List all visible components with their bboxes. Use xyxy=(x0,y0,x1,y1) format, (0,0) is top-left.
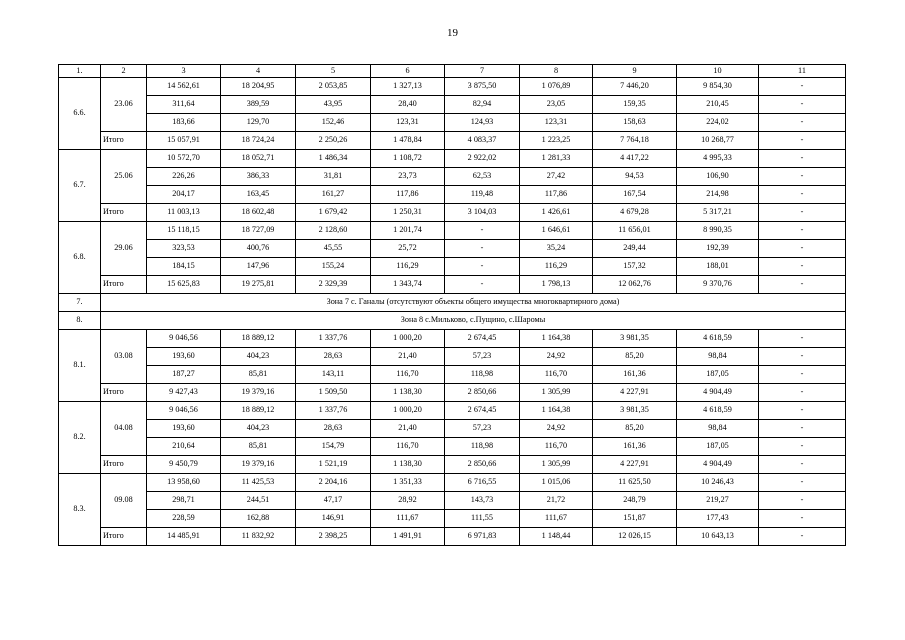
total-cell: 5 317,21 xyxy=(677,204,759,222)
table-cell: 129,70 xyxy=(221,114,296,132)
table-cell: - xyxy=(759,438,846,456)
column-header: 1. xyxy=(59,65,101,78)
table-row xyxy=(59,474,846,492)
table-cell: 21,72 xyxy=(520,492,593,510)
column-header: 4 xyxy=(221,65,296,78)
table-cell: 4 417,22 xyxy=(593,150,677,168)
table-row xyxy=(59,96,846,114)
total-cell: 1 491,91 xyxy=(371,528,445,546)
table-row xyxy=(59,402,846,420)
total-cell: 1 509,50 xyxy=(296,384,371,402)
total-cell: 1 223,25 xyxy=(520,132,593,150)
total-cell: 4 679,28 xyxy=(593,204,677,222)
zone-title: Зона 7 с. Ганалы (отсутствуют объекты общего имущества многоквартирного дома) xyxy=(101,294,846,312)
table-cell: 124,93 xyxy=(445,114,520,132)
table-row xyxy=(59,240,846,258)
table-cell: 24,92 xyxy=(520,348,593,366)
table-cell: 1 281,33 xyxy=(520,150,593,168)
table-cell: 111,67 xyxy=(371,510,445,528)
table-cell: 8 990,35 xyxy=(677,222,759,240)
table-cell: 85,20 xyxy=(593,348,677,366)
table-cell: 1 201,74 xyxy=(371,222,445,240)
total-cell: 4 904,49 xyxy=(677,384,759,402)
table-row xyxy=(59,258,846,276)
table-cell: 2 674,45 xyxy=(445,402,520,420)
table-cell: 1 000,20 xyxy=(371,402,445,420)
table-cell: 116,29 xyxy=(371,258,445,276)
table-cell: 147,96 xyxy=(221,258,296,276)
table-row xyxy=(59,78,846,96)
table-cell: 219,27 xyxy=(677,492,759,510)
table-cell: 177,43 xyxy=(677,510,759,528)
table-row xyxy=(59,150,846,168)
table-cell: 4 995,33 xyxy=(677,150,759,168)
total-cell: 2 250,26 xyxy=(296,132,371,150)
total-label: Итого xyxy=(101,456,147,474)
table-cell: - xyxy=(759,402,846,420)
table-cell: 158,63 xyxy=(593,114,677,132)
table-cell: 2 922,02 xyxy=(445,150,520,168)
table-cell: 23,73 xyxy=(371,168,445,186)
table-cell: 118,98 xyxy=(445,366,520,384)
table-cell: 106,90 xyxy=(677,168,759,186)
table-cell: 14 562,61 xyxy=(147,78,221,96)
table-cell: 11 425,53 xyxy=(221,474,296,492)
total-cell: - xyxy=(759,528,846,546)
table-cell: 1 646,61 xyxy=(520,222,593,240)
table-cell: 119,48 xyxy=(445,186,520,204)
table-cell: 116,70 xyxy=(520,438,593,456)
table-cell: 2 204,16 xyxy=(296,474,371,492)
table-cell: 298,71 xyxy=(147,492,221,510)
table-cell: 1 000,20 xyxy=(371,330,445,348)
table-cell: 389,59 xyxy=(221,96,296,114)
table-cell: 9 854,30 xyxy=(677,78,759,96)
total-label: Итого xyxy=(101,204,147,222)
table-cell: 28,40 xyxy=(371,96,445,114)
total-cell: - xyxy=(759,132,846,150)
page-number: 19 xyxy=(447,27,458,39)
total-cell: 10 268,77 xyxy=(677,132,759,150)
total-cell: 1 250,31 xyxy=(371,204,445,222)
table-cell: 94,53 xyxy=(593,168,677,186)
table-row xyxy=(59,222,846,240)
table-cell: - xyxy=(759,366,846,384)
table-cell: 18 889,12 xyxy=(221,402,296,420)
table-cell: - xyxy=(759,186,846,204)
table-cell: 404,23 xyxy=(221,420,296,438)
table-cell: 210,45 xyxy=(677,96,759,114)
table-cell: 118,98 xyxy=(445,438,520,456)
total-cell: 1 148,44 xyxy=(520,528,593,546)
table-cell: 1 327,13 xyxy=(371,78,445,96)
table-cell: 184,15 xyxy=(147,258,221,276)
total-cell: 15 625,83 xyxy=(147,276,221,294)
total-row xyxy=(59,276,846,294)
table-cell: 116,70 xyxy=(371,366,445,384)
table-cell: 183,66 xyxy=(147,114,221,132)
table-cell: - xyxy=(759,150,846,168)
total-cell: 2 850,66 xyxy=(445,384,520,402)
total-cell: 1 478,84 xyxy=(371,132,445,150)
table-cell: 57,23 xyxy=(445,348,520,366)
total-cell: 18 602,48 xyxy=(221,204,296,222)
table-cell: 161,27 xyxy=(296,186,371,204)
zone-row xyxy=(59,312,846,330)
total-cell: 14 485,91 xyxy=(147,528,221,546)
table-cell: 161,36 xyxy=(593,438,677,456)
table-cell: 98,84 xyxy=(677,420,759,438)
table-cell: 98,84 xyxy=(677,348,759,366)
total-cell: 3 104,03 xyxy=(445,204,520,222)
table-cell: 18 889,12 xyxy=(221,330,296,348)
table-cell: 85,20 xyxy=(593,420,677,438)
table-cell: 9 046,56 xyxy=(147,330,221,348)
table-cell: 24,92 xyxy=(520,420,593,438)
total-cell: 1 679,42 xyxy=(296,204,371,222)
total-cell: 4 227,91 xyxy=(593,384,677,402)
table-cell: 6 716,55 xyxy=(445,474,520,492)
total-label: Итого xyxy=(101,528,147,546)
table-cell: 1 164,38 xyxy=(520,330,593,348)
table-cell: 404,23 xyxy=(221,348,296,366)
row-date: 03.08 xyxy=(101,330,147,384)
table-cell: 1 337,76 xyxy=(296,330,371,348)
table-cell: - xyxy=(759,258,846,276)
table-cell: 1 015,06 xyxy=(520,474,593,492)
table-cell: - xyxy=(445,258,520,276)
table-cell: 10 572,70 xyxy=(147,150,221,168)
table-row xyxy=(59,168,846,186)
total-cell: 9 370,76 xyxy=(677,276,759,294)
row-number: 6.6. xyxy=(59,78,101,150)
table-cell: 11 656,01 xyxy=(593,222,677,240)
table-cell: 57,23 xyxy=(445,420,520,438)
table-row xyxy=(59,186,846,204)
table-cell: - xyxy=(759,420,846,438)
table-cell: 146,91 xyxy=(296,510,371,528)
total-cell: 6 971,83 xyxy=(445,528,520,546)
table-cell: 3 875,50 xyxy=(445,78,520,96)
table-cell: 187,27 xyxy=(147,366,221,384)
total-row xyxy=(59,528,846,546)
row-number: 6.7. xyxy=(59,150,101,222)
column-header: 2 xyxy=(101,65,147,78)
table-cell: - xyxy=(759,114,846,132)
table-cell: - xyxy=(759,222,846,240)
table-cell: 154,79 xyxy=(296,438,371,456)
total-cell: - xyxy=(759,384,846,402)
total-cell: 4 083,37 xyxy=(445,132,520,150)
total-cell: 4 227,91 xyxy=(593,456,677,474)
table-cell: 400,76 xyxy=(221,240,296,258)
table-cell: 210,64 xyxy=(147,438,221,456)
table-cell: 116,70 xyxy=(371,438,445,456)
total-cell: - xyxy=(759,276,846,294)
table-cell: 7 446,20 xyxy=(593,78,677,96)
table-cell: 187,05 xyxy=(677,366,759,384)
table-cell: 248,79 xyxy=(593,492,677,510)
total-cell: 10 643,13 xyxy=(677,528,759,546)
table-row xyxy=(59,366,846,384)
table-row xyxy=(59,348,846,366)
table-cell: 85,81 xyxy=(221,366,296,384)
table-cell: 15 118,15 xyxy=(147,222,221,240)
tariff-table xyxy=(58,64,846,546)
table-cell: 23,05 xyxy=(520,96,593,114)
row-number: 8. xyxy=(59,312,101,330)
table-cell: 157,32 xyxy=(593,258,677,276)
column-header: 8 xyxy=(520,65,593,78)
table-cell: 2 053,85 xyxy=(296,78,371,96)
table-cell: - xyxy=(445,222,520,240)
table-cell: 2 674,45 xyxy=(445,330,520,348)
total-row xyxy=(59,132,846,150)
total-cell: 12 026,15 xyxy=(593,528,677,546)
row-number: 7. xyxy=(59,294,101,312)
table-cell: 143,11 xyxy=(296,366,371,384)
row-date: 25.06 xyxy=(101,150,147,204)
table-cell: 117,86 xyxy=(520,186,593,204)
table-cell: 18 052,71 xyxy=(221,150,296,168)
table-cell: 143,73 xyxy=(445,492,520,510)
total-cell: 1 138,30 xyxy=(371,384,445,402)
column-header: 7 xyxy=(445,65,520,78)
table-cell: 162,88 xyxy=(221,510,296,528)
table-cell: 47,17 xyxy=(296,492,371,510)
table-cell: 244,51 xyxy=(221,492,296,510)
table-cell: 188,01 xyxy=(677,258,759,276)
total-cell: 1 343,74 xyxy=(371,276,445,294)
column-header: 6 xyxy=(371,65,445,78)
table-cell: 187,05 xyxy=(677,438,759,456)
table-cell: 311,64 xyxy=(147,96,221,114)
total-cell: 2 850,66 xyxy=(445,456,520,474)
table-cell: 3 981,35 xyxy=(593,330,677,348)
table-row xyxy=(59,510,846,528)
table-cell: 3 981,35 xyxy=(593,402,677,420)
total-cell: 1 521,19 xyxy=(296,456,371,474)
total-row xyxy=(59,456,846,474)
total-cell: 1 426,61 xyxy=(520,204,593,222)
row-number: 8.3. xyxy=(59,474,101,546)
table-cell: 323,53 xyxy=(147,240,221,258)
total-cell: 11 003,13 xyxy=(147,204,221,222)
table-cell: 111,67 xyxy=(520,510,593,528)
table-cell: 18 727,09 xyxy=(221,222,296,240)
table-cell: 228,59 xyxy=(147,510,221,528)
total-cell: 11 832,92 xyxy=(221,528,296,546)
total-cell: 19 379,16 xyxy=(221,384,296,402)
table-row xyxy=(59,330,846,348)
table-cell: 2 128,60 xyxy=(296,222,371,240)
table-cell: 35,24 xyxy=(520,240,593,258)
table-cell: 163,45 xyxy=(221,186,296,204)
table-cell: 161,36 xyxy=(593,366,677,384)
table-row xyxy=(59,438,846,456)
row-number: 8.1. xyxy=(59,330,101,402)
table-cell: 13 958,60 xyxy=(147,474,221,492)
total-cell: 2 398,25 xyxy=(296,528,371,546)
table-cell: 1 108,72 xyxy=(371,150,445,168)
total-cell: 9 427,43 xyxy=(147,384,221,402)
total-cell: 7 764,18 xyxy=(593,132,677,150)
total-label: Итого xyxy=(101,132,147,150)
table-cell: - xyxy=(759,474,846,492)
table-cell: 192,39 xyxy=(677,240,759,258)
column-header: 9 xyxy=(593,65,677,78)
table-cell: 21,40 xyxy=(371,420,445,438)
column-header: 10 xyxy=(677,65,759,78)
row-date: 23.06 xyxy=(101,78,147,132)
table-cell: 167,54 xyxy=(593,186,677,204)
table-cell: 152,46 xyxy=(296,114,371,132)
total-label: Итого xyxy=(101,276,147,294)
table-cell: 386,33 xyxy=(221,168,296,186)
table-cell: 31,81 xyxy=(296,168,371,186)
table-cell: 111,55 xyxy=(445,510,520,528)
table-cell: 151,87 xyxy=(593,510,677,528)
table-cell: 1 337,76 xyxy=(296,402,371,420)
column-header: 5 xyxy=(296,65,371,78)
table-cell: 1 351,33 xyxy=(371,474,445,492)
total-cell: - xyxy=(759,204,846,222)
total-cell: 2 329,39 xyxy=(296,276,371,294)
total-cell: 1 138,30 xyxy=(371,456,445,474)
total-row xyxy=(59,384,846,402)
total-cell: 19 275,81 xyxy=(221,276,296,294)
table-cell: 204,17 xyxy=(147,186,221,204)
table-header-row xyxy=(59,65,846,78)
table-cell: 123,31 xyxy=(520,114,593,132)
table-row xyxy=(59,420,846,438)
total-cell: 15 057,91 xyxy=(147,132,221,150)
table-cell: 1 486,34 xyxy=(296,150,371,168)
table-cell: - xyxy=(759,492,846,510)
row-date: 29.06 xyxy=(101,222,147,276)
table-cell: - xyxy=(445,240,520,258)
table-cell: - xyxy=(759,510,846,528)
table-cell: 10 246,43 xyxy=(677,474,759,492)
table-cell: 214,98 xyxy=(677,186,759,204)
table-cell: 4 618,59 xyxy=(677,402,759,420)
table-cell: 116,70 xyxy=(520,366,593,384)
table-cell: 18 204,95 xyxy=(221,78,296,96)
table-cell: 224,02 xyxy=(677,114,759,132)
total-cell: 1 305,99 xyxy=(520,456,593,474)
table-cell: 25,72 xyxy=(371,240,445,258)
row-number: 8.2. xyxy=(59,402,101,474)
table-cell: 226,26 xyxy=(147,168,221,186)
total-cell: 12 062,76 xyxy=(593,276,677,294)
total-cell: - xyxy=(759,456,846,474)
table-row xyxy=(59,492,846,510)
table-cell: 159,35 xyxy=(593,96,677,114)
table-cell: 193,60 xyxy=(147,348,221,366)
table-cell: 123,31 xyxy=(371,114,445,132)
total-cell: 4 904,49 xyxy=(677,456,759,474)
table-cell: 155,24 xyxy=(296,258,371,276)
table-cell: 28,63 xyxy=(296,348,371,366)
total-cell: 18 724,24 xyxy=(221,132,296,150)
zone-title: Зона 8 с.Мильково, с.Пущино, с.Шаромы xyxy=(101,312,846,330)
table-cell: 28,92 xyxy=(371,492,445,510)
table-cell: - xyxy=(759,168,846,186)
zone-row xyxy=(59,294,846,312)
table-cell: 82,94 xyxy=(445,96,520,114)
table-cell: - xyxy=(759,96,846,114)
total-cell: 9 450,79 xyxy=(147,456,221,474)
table-cell: 43,95 xyxy=(296,96,371,114)
row-date: 04.08 xyxy=(101,402,147,456)
table-cell: - xyxy=(759,348,846,366)
total-cell: - xyxy=(445,276,520,294)
table-cell: 45,55 xyxy=(296,240,371,258)
table-cell: 11 625,50 xyxy=(593,474,677,492)
table-cell: 1 164,38 xyxy=(520,402,593,420)
table-cell: 28,63 xyxy=(296,420,371,438)
table-row xyxy=(59,114,846,132)
table-cell: 27,42 xyxy=(520,168,593,186)
total-cell: 19 379,16 xyxy=(221,456,296,474)
table-cell: - xyxy=(759,240,846,258)
table-cell: 117,86 xyxy=(371,186,445,204)
total-row xyxy=(59,204,846,222)
table-cell: - xyxy=(759,330,846,348)
table-cell: 1 076,89 xyxy=(520,78,593,96)
row-date: 09.08 xyxy=(101,474,147,528)
table-cell: 193,60 xyxy=(147,420,221,438)
total-label: Итого xyxy=(101,384,147,402)
row-number: 6.8. xyxy=(59,222,101,294)
table-cell: 249,44 xyxy=(593,240,677,258)
table-cell: 85,81 xyxy=(221,438,296,456)
table-cell: - xyxy=(759,78,846,96)
table-cell: 21,40 xyxy=(371,348,445,366)
column-header: 3 xyxy=(147,65,221,78)
table-cell: 4 618,59 xyxy=(677,330,759,348)
table-cell: 116,29 xyxy=(520,258,593,276)
table-cell: 62,53 xyxy=(445,168,520,186)
table-cell: 9 046,56 xyxy=(147,402,221,420)
total-cell: 1 798,13 xyxy=(520,276,593,294)
total-cell: 1 305,99 xyxy=(520,384,593,402)
column-header: 11 xyxy=(759,65,846,78)
